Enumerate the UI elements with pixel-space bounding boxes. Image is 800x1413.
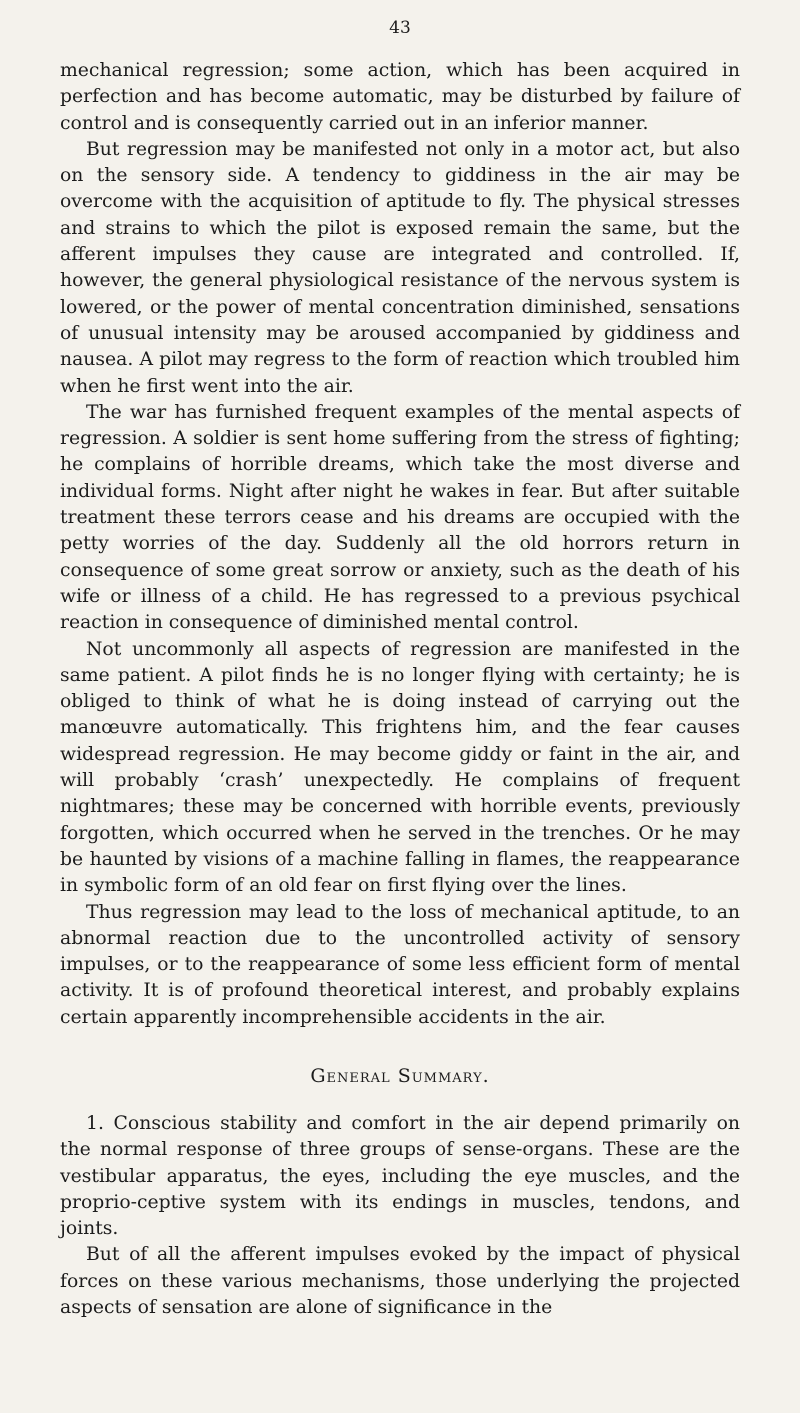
paragraph: Not uncommonly all aspects of regression are manifested in the same patient. A pilot finds he is no longer flying with certainty; he is obliged to think of what he is doing instead of carrying out the manœuvre automatically. This frightens him, and the fear causes widespread regression. He may become giddy or faint in the air, and will probably ‘crash’ unexpectedly. He complains of frequent nightmares; these may be concerned with horrible events, previously forgotten, which occurred when he served in the trenches. Or he may be haunted by visions of a machine falling in flames, the reappearance in symbolic form of an old fear on first flying over the lines. <box>60 638 740 897</box>
paragraph: But of all the afferent impulses evoked by the impact of physical forces on these various mechanisms, those underlying the projected aspects of sensation are alone of significance in the <box>60 1244 740 1319</box>
paragraph: Thus regression may lead to the loss of mechanical aptitude, to an abnormal reaction due to the uncontrolled activity of sensory impulses, or to the reappearance of some less efficient form of mental activity. It is of profound theoretical interest, and probably explains certain apparently incomprehensible accidents in the air. <box>60 901 740 1028</box>
paragraph: The war has furnished frequent examples of the mental aspects of regression. A soldier is sent home suffering from the stress of fighting; he complains of horrible dreams, which take the most diverse and individual forms. Night after night he wakes in fear. But after suitable treatment these terrors cease and his dreams are occupied with the petty worries of the day. Suddenly all the old horrors return in consequence of some great sorrow or anxiety, such as the death of his wife or illness of a child. He has regressed to a previous psychical reaction in consequence of diminished mental control. <box>60 401 740 634</box>
page-number: 43 <box>389 18 411 38</box>
paragraph: But regression may be manifested not only in a motor act, but also on the sensory side. A tendency to giddiness in the air may be overcome with the acquisition of aptitude to fly. The physical stresses and strains to which the pilot is exposed remain the same, but the afferent impulses they cause are integrated and controlled. If, however, the general physiological resistance of the nervous system is lowered, or the power of mental concentration diminished, sensations of unusual intensity may be aroused accompanied by giddiness and nausea. A pilot may regress to the form of reaction which troubled him when he first went into the air. <box>60 138 740 397</box>
section-heading: General Summary. <box>310 1064 490 1087</box>
text-body <box>60 58 740 1321</box>
paragraph: 1. Conscious stability and comfort in the air depend primarily on the normal response of three groups of sense-organs. These are the vestibular apparatus, the eyes, including the eye muscles, and the proprio-ceptive system with its endings in muscles, tendons, and joints. <box>60 1112 740 1240</box>
paragraph: mechanical regression; some action, which has been acquired in perfection and has become automatic, may be disturbed by failure of control and is consequently carried out in an inferior manner. <box>60 60 740 134</box>
